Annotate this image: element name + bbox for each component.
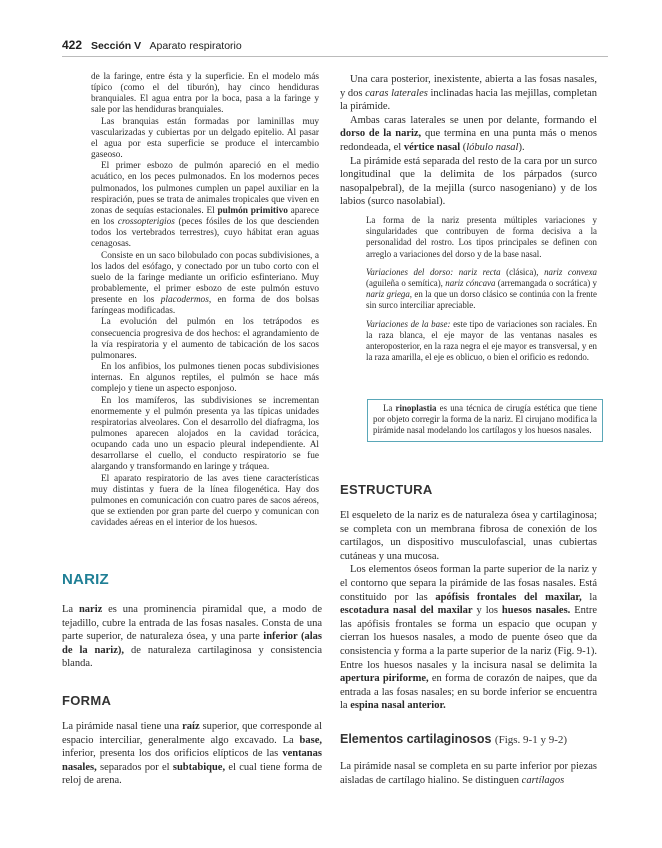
- paragraph: La pirámide nasal tiene una raíz superior, que corresponde al espacio interciliar, generalmente algo excavado. La base, inferior, presenta los dos orificios elípticos de las ventanas nasales, separados por el subtabique, el cual tiene forma de reloj de arena.: [62, 721, 322, 787]
- paragraph: Los elementos óseos forman la parte superior de la nariz y el contorno que separa la pirámide de las fosas nasales. Está constituido por las apófisis frontales del maxilar, la escotadura nasal del maxilar y los huesos nasales. Entre las apófisis frontales se forma un espacio que ocupan y cierran los huesos nasales, a modo de puente óseo que da consistencia y forma a la parte superior de la nariz (Fig. 9-1). Entre los huesos nasales y la incisura nasal se delimita la apertura piriforme, en forma de corazón de naipes, que da entrada a las fosas nasales; en su borde inferior se encuentra la espina nasal anterior.: [340, 564, 597, 712]
- paragraph: Variaciones de la base: este tipo de variaciones son raciales. En la raza blanca, el eje mayor de las ventanas nasales es anteroposterior, en la raza negra el eje mayor es transversal, y en la raza amarilla, el eje es oblicuo, o bien el orificio es redondo.: [366, 318, 597, 363]
- paragraph: Consiste en un saco bilobulado con pocas subdivisiones, a los lados del esófago, y conectado por un tubo corto con el suelo de la faringe mediante un orificio esfinteriano. Muy probablemente, el primer esbozo de este pulmón estuvo presente en los placodermos, en forma de dos bolsas faríngeas modificadas.: [91, 250, 319, 317]
- nariz-heading: NARIZ: [62, 571, 109, 588]
- paragraph: La forma de la nariz presenta múltiples variaciones y singularidades que contribuyen de forma decisiva a la personalidad del rostro. Los tipos principales se definen con arreglo a variaciones del dorso y de la base nasal.: [366, 215, 597, 259]
- page-number: 422: [62, 38, 83, 52]
- rinoplastia-box: [367, 399, 603, 442]
- section-label: Sección V: [90, 40, 142, 52]
- paragraph: La pirámide nasal se completa en su parte inferior por piezas aisladas de cartílago hialino. Se distinguen cartílagos: [340, 761, 597, 786]
- estructura-heading: ESTRUCTURA: [340, 482, 433, 497]
- paragraph: El primer esbozo de pulmón apareció en el medio acuático, en los peces pulmonados. En los modernos peces pulmonados, los pulmones cumplen un papel auxiliar en la respiración, pues se trata de animales tropicales que viven en zonas de sequías estacionales. El pulmón primitivo aparece en los crossopterigios (peces fósiles de los que descienden todos los vertebrados terrestres), cuyo hábitat eran aguas cenagosas.: [91, 161, 319, 250]
- header-rule: [62, 56, 608, 57]
- figure-reference: (Figs. 9-1 y 9-2): [494, 734, 568, 746]
- cartilaginosos-heading: Elementos cartilaginosos (Figs. 9-1 y 9-2): [340, 732, 568, 746]
- paragraph: En los anfibios, los pulmones tienen pocas subdivisiones internas. En algunos reptiles, el pulmón se hace más complejo y tiene un aspecto esponjoso.: [91, 362, 319, 395]
- paragraph: La nariz es una prominencia piramidal que, a modo de tejadillo, cubre la entrada de las fosas nasales. Consta de una parte superior, de naturaleza ósea, y una parte inferior (alas de la nariz), de naturaleza cartilaginosa y consistencia blanda.: [62, 604, 322, 670]
- paragraph: Las branquias están formadas por laminillas muy vascularizadas y cubiertas por un delgado epitelio. Al pasar el agua por esta superficie se produce el intercambio gaseoso.: [91, 116, 319, 161]
- paragraph: En los mamíferos, las subdivisiones se incrementan enormemente y el pulmón presenta ya las típicas unidades respiratorias alveolares. Con el desarrollo del diafragma, los pulmones aparecen alojados en la cavidad torácica, ocupando cada uno un espacio pleural independiente. Al desarrollarse el cuello, el conducto respiratorio se fue alargando y transformando en laringe y tráquea.: [91, 395, 319, 473]
- forma-text: [62, 720, 322, 788]
- paragraph: La pirámide está separada del resto de la cara por un surco longitudinal que la delimita de los párpados (surco nasopalpebral), de la mejilla (surco nasogeniano) y de los labios (surco nasolabial).: [340, 155, 597, 208]
- right-top-text: [340, 73, 597, 209]
- paragraph: Variaciones del dorso: nariz recta (clásica), nariz convexa (aguileña o semítica), nariz cóncava (arremangada o socrática) y nariz griega, en la que un dorso clásico se continúa con la frente sin surco interciliar apreciable.: [366, 266, 597, 311]
- forma-heading: FORMA: [62, 693, 112, 708]
- paragraph: La evolución del pulmón en los tetrápodos es consecuencia progresiva de dos hechos: el agrandamiento de la vía respiratoria y el aumento de tabicación de los sacos pulmonares.: [91, 317, 319, 361]
- nariz-text: [62, 603, 322, 671]
- paragraph: Una cara posterior, inexistente, abierta a las fosas nasales, y dos caras laterales inclinadas hacia las mejillas, completan la pirámide.: [340, 74, 598, 113]
- cartilaginosos-text: [340, 760, 597, 787]
- paragraph: de la faringe, entre ésta y la superficie. En el modelo más típico (como el del tiburón), hay cinco hendiduras branquiales. El agua entra por la boca, pasa a la faringe y sale por las hendiduras branquiales.: [91, 72, 319, 116]
- note-block: [366, 215, 597, 370]
- paragraph: Ambas caras laterales se unen por delante, formando el dorso de la nariz, que termina en una punta más o menos redondeada, el vértice nasal (lóbulo nasal).: [340, 114, 597, 153]
- left-small-text: [91, 72, 319, 529]
- paragraph: El esqueleto de la nariz es de naturaleza ósea y cartilaginosa; se completa con un membrana fibrosa de conexión de los cartílagos, un dispositivo musculofascial, unas cubiertas cutáneas y una mucosa.: [340, 510, 597, 562]
- paragraph: El aparato respiratorio de las aves tiene características muy distintas y fuera de la línea filogenética. Hay dos pulmones en comunicación con cuatro pares de sacos aéreos, que se extienden por gran parte del cuerpo y comunican con cavidades aéreas en el interior de los huesos.: [91, 473, 319, 529]
- paragraph: La rinoplastia es una técnica de cirugía estética que tiene por objeto corregir la forma de la nariz. El cirujano modifica la pirámide nasal modelando los cartílagos y los huesos nasales.: [373, 403, 597, 436]
- running-header: [62, 38, 242, 52]
- estructura-text: [340, 509, 597, 713]
- chapter-label: Aparato respiratorio: [149, 40, 242, 52]
